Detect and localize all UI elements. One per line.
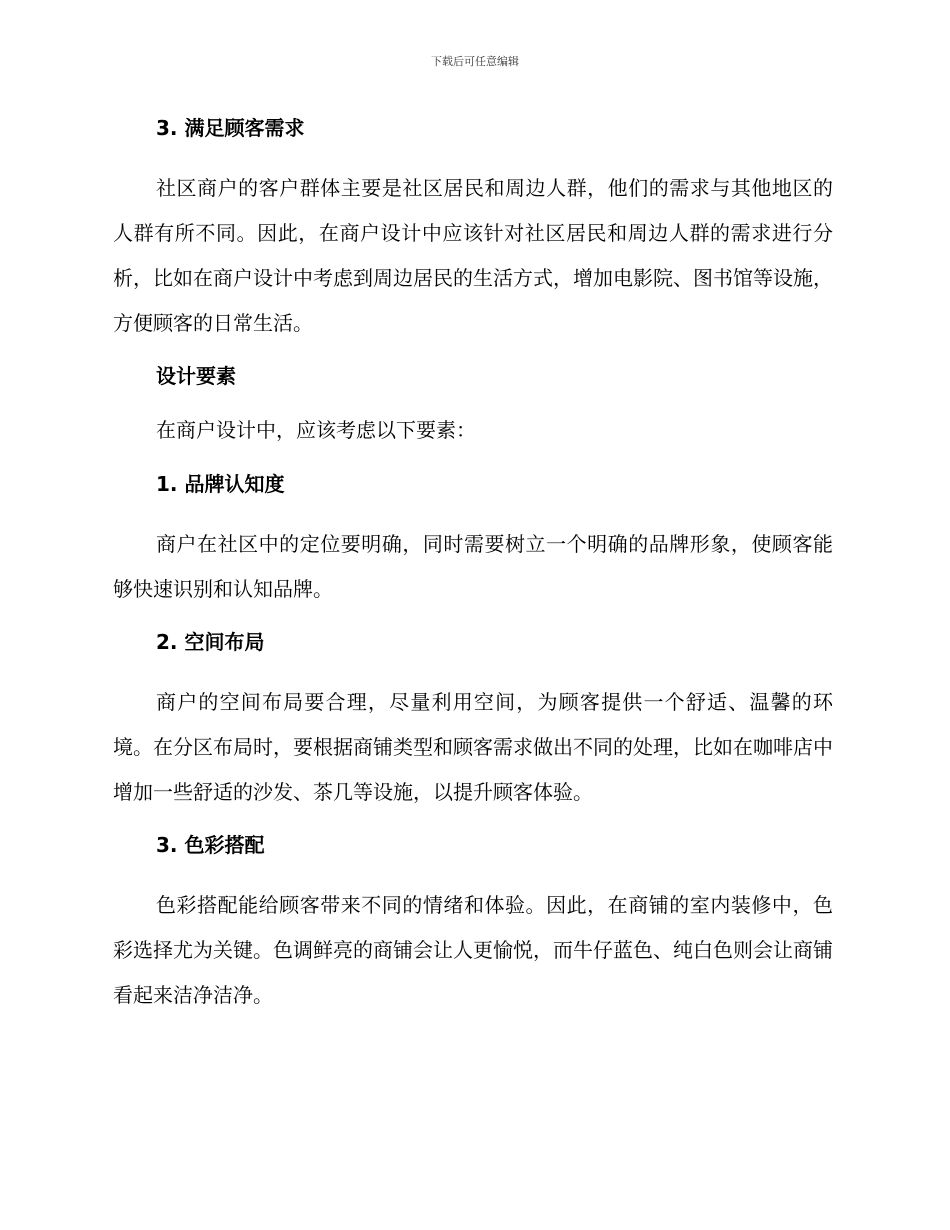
document-body <box>113 112 833 1018</box>
section-heading-customer-needs: 3. 满足顾客需求 <box>156 116 305 140</box>
paragraph-brand: 商户在社区中的定位要明确，同时需要树立一个明确的品牌形象，使顾客能够快速识别和认知品牌。 <box>113 532 833 601</box>
section-heading-color: 3. 色彩搭配 <box>156 833 265 857</box>
paragraph-design-elements-intro: 在商户设计中，应该考虑以下要素： <box>156 418 476 442</box>
section-heading-layout: 2. 空间布局 <box>156 630 265 654</box>
paragraph-customer-needs: 社区商户的客户群体主要是社区居民和周边人群，他们的需求与其他地区的人群有所不同。因此，在商户设计中应该针对社区居民和周边人群的需求进行分析，比如在商户设计中考虑到周边居民的生活方式，增加电影院、图书馆等设施，方便顾客的日常生活。 <box>113 176 833 335</box>
section-heading-design-elements: 设计要素 <box>156 364 236 388</box>
header-note: 下载后可任意编辑 <box>431 55 519 68</box>
paragraph-layout: 商户的空间布局要合理，尽量利用空间，为顾客提供一个舒适、温馨的环境。在分区布局时，要根据商铺类型和顾客需求做出不同的处理，比如在咖啡店中增加一些舒适的沙发、茶几等设施，以提升顾客体验。 <box>113 690 833 804</box>
paragraph-color: 色彩搭配能给顾客带来不同的情绪和体验。因此，在商铺的室内装修中，色彩选择尤为关键。色调鲜亮的商铺会让人更愉悦，而牛仔蓝色、纯白色则会让商铺看起来洁净洁净。 <box>113 893 833 1007</box>
section-heading-brand: 1. 品牌认知度 <box>156 472 285 496</box>
